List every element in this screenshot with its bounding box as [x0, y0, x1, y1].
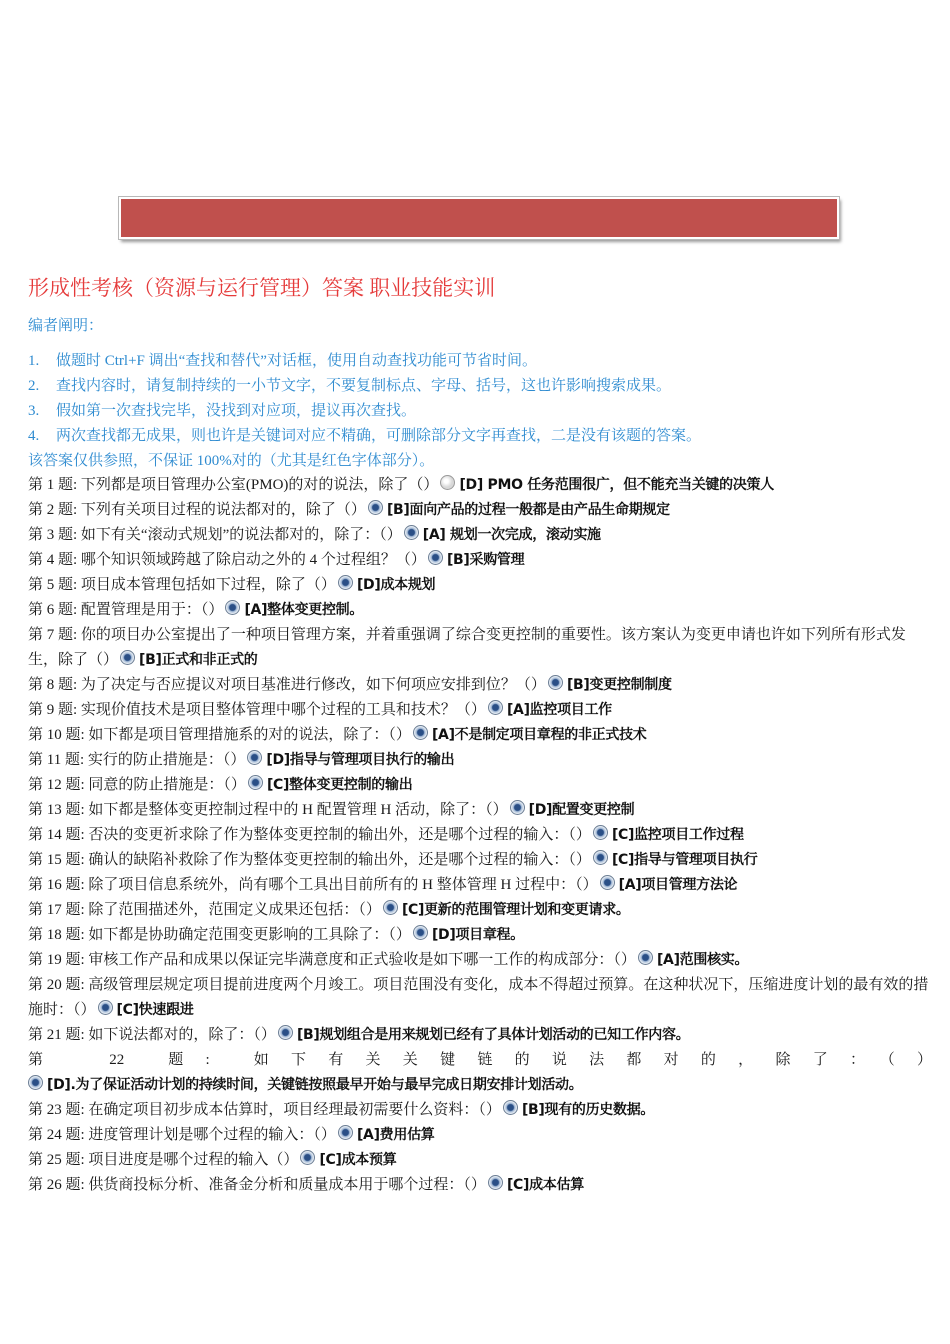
question-item — [28, 598, 932, 623]
note-item — [28, 425, 928, 450]
question-label: 第 25 题: — [28, 1152, 85, 1168]
radio-selected-icon[interactable] — [638, 950, 653, 965]
question-label: 第 22 题: — [28, 1052, 210, 1068]
question-text: 如下都是项目管理措施系的对的说法，除了：（） — [88, 727, 411, 743]
question-item — [28, 798, 932, 823]
answer-text: [D]配置变更控制 — [528, 802, 635, 818]
question-text: 否决的变更祈求除了作为整体变更控制的输出外，还是哪个过程的输入：（） — [88, 827, 591, 843]
question-item — [28, 773, 932, 798]
header-banner — [119, 197, 839, 239]
question-text: 下列都是项目管理办公室(PMO)的对的说法，除了（） — [80, 477, 439, 493]
question-item — [28, 623, 932, 673]
question-text: 进度管理计划是哪个过程的输入：（） — [88, 1127, 336, 1143]
question-item — [28, 873, 932, 898]
answer-text: [B]采购管理 — [446, 552, 525, 568]
editor-note-heading: 编者阐明： — [28, 318, 104, 334]
question-label: 第 2 题: — [28, 502, 78, 518]
question-item — [28, 523, 932, 548]
answer-text: [A]项目管理方法论 — [618, 877, 738, 893]
question-label: 第 8 题: — [28, 677, 78, 693]
radio-selected-icon[interactable] — [28, 1075, 43, 1090]
question-label: 第 3 题: — [28, 527, 78, 543]
question-text: 确认的缺陷补救除了作为整体变更控制的输出外，还是哪个过程的输入：（） — [88, 852, 591, 868]
question-item — [28, 498, 932, 523]
radio-selected-icon[interactable] — [248, 775, 263, 790]
answer-text: [B]面向产品的过程一般都是由产品生命期规定 — [386, 502, 670, 518]
question-label: 第 14 题: — [28, 827, 85, 843]
answer-text: [C]更新的范围管理计划和变更请求。 — [401, 902, 630, 918]
question-label: 第 17 题: — [28, 902, 85, 918]
radio-selected-icon[interactable] — [98, 1000, 113, 1015]
question-text: 除了项目信息系统外，尚有哪个工具出目前所有的 H 整体管理 H 过程中：（） — [88, 877, 598, 893]
question-item — [28, 848, 932, 873]
document-title: 形成性考核（资源与运行管理）答案 职业技能实训 — [28, 276, 496, 300]
question-text: 审核工作产品和成果以保证完毕满意度和正式验收是如下哪一工作的构成部分：（） — [88, 952, 636, 968]
question-text: 项目成本管理包括如下过程，除了（） — [80, 577, 336, 593]
question-item — [28, 548, 932, 573]
answer-text: [C]指导与管理项目执行 — [611, 852, 758, 868]
answer-text: [D] PMO 任务范围很广，但不能充当关键的决策人 — [459, 477, 774, 493]
radio-selected-icon[interactable] — [404, 525, 419, 540]
question-answer-line — [26, 1073, 932, 1098]
question-label: 第 23 题: — [28, 1102, 85, 1118]
question-item — [28, 1098, 932, 1123]
radio-selected-icon[interactable] — [600, 875, 615, 890]
answer-text: [A]费用估算 — [356, 1127, 435, 1143]
question-text: 如下有关关键链的说法都对的，除了：（） — [253, 1052, 932, 1068]
radio-selected-icon[interactable] — [413, 925, 428, 940]
editor-notes — [28, 350, 928, 475]
question-label: 第 24 题: — [28, 1127, 85, 1143]
question-item — [28, 1123, 932, 1148]
answer-text: [C]整体变更控制的输出 — [266, 777, 413, 793]
radio-selected-icon[interactable] — [428, 550, 443, 565]
answer-text: [B]规划组合是用来规划已经有了具体计划活动的已知工作内容。 — [296, 1027, 690, 1043]
question-text: 高级管理层规定项目提前进度两个月竣工。项目范围没有变化，成本不得超过预算。在这种状况下，压缩进度计划的最有效的措施时：（） — [28, 977, 929, 1018]
radio-selected-icon[interactable] — [247, 750, 262, 765]
question-text: 实行的防止措施是：（） — [87, 752, 246, 768]
answer-text: [B]现有的历史数据。 — [521, 1102, 655, 1118]
question-text: 为了决定与否应提议对项目基准进行修改，如下何项应安排到位？（） — [80, 677, 546, 693]
note-text: 查找内容时，请复制持续的一小节文字，不要复制标点、字母、括号，这也许影响搜索成果。 — [56, 378, 672, 394]
question-text: 哪个知识领域跨越了除启动之外的 4 个过程组？（） — [80, 552, 426, 568]
question-label: 第 4 题: — [28, 552, 78, 568]
answer-text: [A]范围核实。 — [656, 952, 749, 968]
radio-selected-icon[interactable] — [593, 825, 608, 840]
radio-selected-icon[interactable] — [488, 700, 503, 715]
question-text: 下列有关项目过程的说法都对的，除了（） — [80, 502, 366, 518]
question-text: 供货商投标分析、准备金分析和质量成本用于哪个过程：（） — [88, 1177, 486, 1193]
radio-selected-icon[interactable] — [300, 1150, 315, 1165]
question-item — [28, 1023, 932, 1048]
answer-text: [C]快速跟进 — [116, 1002, 194, 1018]
question-label: 第 19 题: — [28, 952, 85, 968]
question-text: 配置管理是用于：（） — [80, 602, 224, 618]
question-text: 如下都是整体变更控制过程中的 H 配置管理 H 活动，除了：（） — [88, 802, 508, 818]
answer-text: [A] 规划一次完成，滚动实施 — [422, 527, 601, 543]
question-item — [28, 673, 932, 698]
disclaimer: 该答案仅供参照，不保证 100%对的（尤其是红色字体部分）。 — [28, 453, 435, 469]
question-label: 第 20 题: — [28, 977, 85, 993]
question-label: 第 13 题: — [28, 802, 85, 818]
answer-text: [C]成本估算 — [506, 1177, 584, 1193]
question-text: 同意的防止措施是：（） — [88, 777, 246, 793]
note-item — [28, 375, 928, 400]
question-item — [28, 748, 932, 773]
answer-text: [B]正式和非正式的 — [139, 652, 258, 668]
question-item — [28, 473, 932, 498]
question-item — [28, 698, 932, 723]
question-item — [28, 723, 932, 748]
question-label: 第 11 题: — [28, 752, 85, 768]
question-label: 第 7 题: — [28, 627, 78, 643]
radio-selected-icon[interactable] — [488, 1175, 503, 1190]
radio-selected-icon[interactable] — [338, 575, 353, 590]
answer-text: [D].为了保证活动计划的持续时间，关键链按照最早开始与最早完成日期安排计划活动。 — [47, 1077, 583, 1093]
question-label: 第 21 题: — [28, 1027, 85, 1043]
radio-selected-icon[interactable] — [278, 1025, 293, 1040]
question-item — [28, 1148, 932, 1173]
question-text: 如下有关“滚动式规划”的说法都对的，除了：（） — [80, 527, 402, 543]
question-label: 第 15 题: — [28, 852, 85, 868]
answer-text: [D]成本规划 — [356, 577, 436, 593]
answer-text: [B]变更控制制度 — [566, 677, 672, 693]
answer-text: [D]项目章程。 — [431, 927, 524, 943]
question-item — [28, 573, 932, 598]
radio-selected-icon[interactable] — [383, 900, 398, 915]
question-label: 第 6 题: — [28, 602, 78, 618]
question-text: 除了范围描述外，范围定义成果还包括：（） — [88, 902, 381, 918]
answer-text: [C]成本预算 — [319, 1152, 397, 1168]
radio-selected-icon[interactable] — [120, 650, 135, 665]
question-item — [28, 898, 932, 923]
question-text: 如下都是协助确定范围变更影响的工具除了：（） — [88, 927, 411, 943]
radio-selected-icon[interactable] — [510, 800, 525, 815]
answer-text: [D]指导与管理项目执行的输出 — [266, 752, 455, 768]
note-text: 假如第一次查找完毕，没找到对应项，提议再次查找。 — [56, 403, 417, 419]
question-item — [28, 973, 932, 1023]
answer-text: [A]不是制定项目章程的非正式技术 — [431, 727, 647, 743]
radio-selected-icon[interactable] — [593, 850, 608, 865]
question-label: 第 26 题: — [28, 1177, 85, 1193]
question-label: 第 1 题: — [28, 477, 78, 493]
radio-selected-icon[interactable] — [225, 600, 240, 615]
radio-selected-icon[interactable] — [338, 1125, 353, 1140]
question-item — [28, 823, 932, 848]
note-number: 4. — [28, 428, 40, 444]
note-item — [28, 400, 928, 425]
note-number: 1. — [28, 353, 40, 369]
radio-selected-icon[interactable] — [548, 675, 563, 690]
radio-selected-icon[interactable] — [503, 1100, 518, 1115]
question-label: 第 16 题: — [28, 877, 85, 893]
question-label: 第 9 题: — [28, 702, 78, 718]
question-text: 你的项目办公室提出了一种项目管理方案，并着重强调了综合变更控制的重要性。该方案认为变更申请也许如下列所有形式发生，除了（） — [28, 627, 906, 668]
note-number: 3. — [28, 403, 40, 419]
question-text: 在确定项目初步成本估算时，项目经理最初需要什么资料：（） — [88, 1102, 501, 1118]
question-item — [28, 948, 932, 973]
question-item — [28, 1048, 932, 1073]
question-label: 第 12 题: — [28, 777, 85, 793]
question-label: 第 10 题: — [28, 727, 85, 743]
note-item — [28, 350, 928, 375]
radio-selected-icon[interactable] — [368, 500, 383, 515]
note-number: 2. — [28, 378, 40, 394]
answer-text: [A]监控项目工作 — [506, 702, 612, 718]
question-list — [28, 473, 932, 1198]
note-text: 两次查找都无成果，则也许是关键词对应不精确，可删除部分文字再查找，二是没有该题的答案。 — [56, 428, 702, 444]
question-label: 第 18 题: — [28, 927, 85, 943]
radio-unselected-icon[interactable] — [440, 475, 455, 490]
question-text: 如下说法都对的，除了：（） — [88, 1027, 276, 1043]
question-label: 第 5 题: — [28, 577, 78, 593]
question-item — [28, 1173, 932, 1198]
answer-text: [A]整体变更控制。 — [244, 602, 364, 618]
question-text: 项目进度是哪个过程的输入（） — [88, 1152, 299, 1168]
question-text: 实现价值技术是项目整体管理中哪个过程的工具和技术？（） — [80, 702, 486, 718]
note-text: 做题时 Ctrl+F 调出“查找和替代”对话框，使用自动查找功能可节省时间。 — [56, 353, 537, 369]
question-item — [28, 923, 932, 948]
answer-text: [C]监控项目工作过程 — [611, 827, 744, 843]
radio-selected-icon[interactable] — [413, 725, 428, 740]
